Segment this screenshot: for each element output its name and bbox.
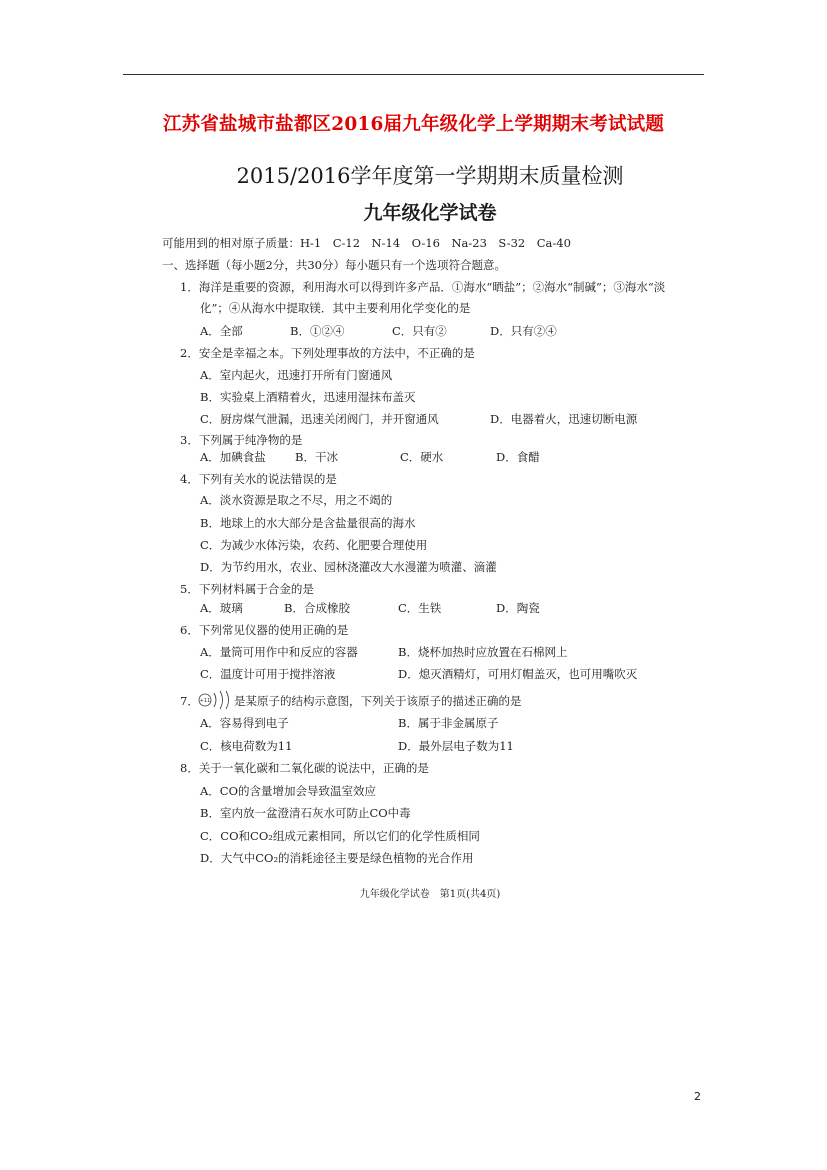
q8-option-a: A．CO的含量增加会导致温室效应 — [200, 784, 377, 798]
q1-option-a: A．全部 — [200, 324, 243, 338]
q8-option-c: C．CO和CO₂组成元素相同，所以它们的化学性质相同 — [200, 829, 480, 843]
q6-option-c: C．温度计可用于搅拌溶液 — [200, 667, 336, 681]
q5-option-c: C．生铁 — [398, 601, 442, 615]
q8-stem: 8．关于一氧化碳和二氧化碳的说法中，正确的是 — [180, 761, 429, 775]
q3-stem: 3．下列属于纯净物的是 — [180, 433, 303, 447]
q3-option-a: A．加碘食盐 — [200, 450, 266, 464]
nucleus-label: +11 — [199, 698, 211, 704]
section-heading: 一、选择题（每小题2分，共30分）每小题只有一个选项符合题意。 — [162, 258, 506, 272]
q5-option-b: B．合成橡胶 — [284, 601, 350, 615]
q4-stem: 4．下列有关水的说法错误的是 — [180, 472, 337, 486]
q7-number: 7． — [180, 694, 199, 708]
page-footer: 九年级化学试卷 第1页(共4页) — [359, 889, 501, 900]
q2-option-b: B．实验桌上酒精着火，迅速用湿抹布盖灭 — [200, 390, 416, 404]
q3-option-c: C．硬水 — [400, 450, 444, 464]
q1-option-b: B．①②④ — [290, 324, 345, 338]
q6-stem: 6．下列常见仪器的使用正确的是 — [180, 623, 349, 637]
atomic-masses-note: 可能用到的相对原子质量：H-1 C-12 N-14 O-16 Na-23 S-32 Ca-40 — [162, 236, 571, 250]
q4-option-d: D．为节约用水，农业、园林浇灌改大水漫灌为喷灌、滴灌 — [200, 560, 497, 574]
document-title: 江苏省盐城市盐都区2016届九年级化学上学期期末考试试题 — [162, 114, 665, 135]
q1-option-c: C．只有② — [392, 324, 447, 338]
q2-option-c: C．厨房煤气泄漏，迅速关闭阀门，并开窗通风 — [200, 412, 439, 426]
q1-stem-line1: 1．海洋是重要的资源，利用海水可以得到许多产品．①海水“晒盐”；②海水“制碱”；③海水“淡 — [180, 280, 666, 294]
q8-option-d: D．大气中CO₂的消耗途径主要是绿色植物的光合作用 — [200, 851, 474, 865]
atom-structure-diagram — [198, 688, 232, 712]
q6-option-a: A．量筒可用作中和反应的容器 — [200, 645, 358, 659]
q7-option-d: D．最外层电子数为11 — [398, 739, 514, 753]
q7-stem: 是某原子的结构示意图，下列关于该原子的描述正确的是 — [234, 694, 522, 708]
q4-option-a: A．淡水资源是取之不尽，用之不竭的 — [200, 493, 393, 507]
q7-option-c: C．核电荷数为11 — [200, 739, 293, 753]
q6-option-b: B．烧杯加热时应放置在石棉网上 — [398, 645, 568, 659]
header-rule — [123, 74, 704, 75]
q3-option-b: B．干冰 — [295, 450, 338, 464]
q6-option-d: D．熄灭酒精灯，可用灯帽盖灭，也可用嘴吹灭 — [398, 667, 638, 681]
page-number: 2 — [694, 1090, 701, 1103]
q2-stem: 2．安全是幸福之本。下列处理事故的方法中，不正确的是 — [180, 346, 475, 360]
q3-option-d: D．食醋 — [496, 450, 540, 464]
q1-stem-line2: 化”；④从海水中提取镁．其中主要利用化学变化的是 — [200, 301, 471, 315]
exam-subtitle: 九年级化学试卷 — [363, 202, 497, 224]
q2-option-d: D．电器着火，迅速切断电源 — [490, 412, 638, 426]
q4-option-c: C．为减少水体污染，农药、化肥要合理使用 — [200, 538, 428, 552]
q5-option-d: D．陶瓷 — [496, 601, 540, 615]
q7-option-a: A．容易得到电子 — [200, 716, 289, 730]
q8-option-b: B．室内放一盆澄清石灰水可防止CO中毒 — [200, 806, 411, 820]
q5-option-a: A．玻璃 — [200, 601, 243, 615]
q2-option-a: A．室内起火，迅速打开所有门窗通风 — [200, 368, 393, 382]
exam-title: 2015/2016学年度第一学期期末质量检测 — [236, 164, 624, 188]
q5-stem: 5．下列材料属于合金的是 — [180, 582, 314, 596]
q7-option-b: B．属于非金属原子 — [398, 716, 499, 730]
q1-option-d: D．只有②④ — [490, 324, 557, 338]
q4-option-b: B．地球上的水大部分是含盐量很高的海水 — [200, 516, 416, 530]
